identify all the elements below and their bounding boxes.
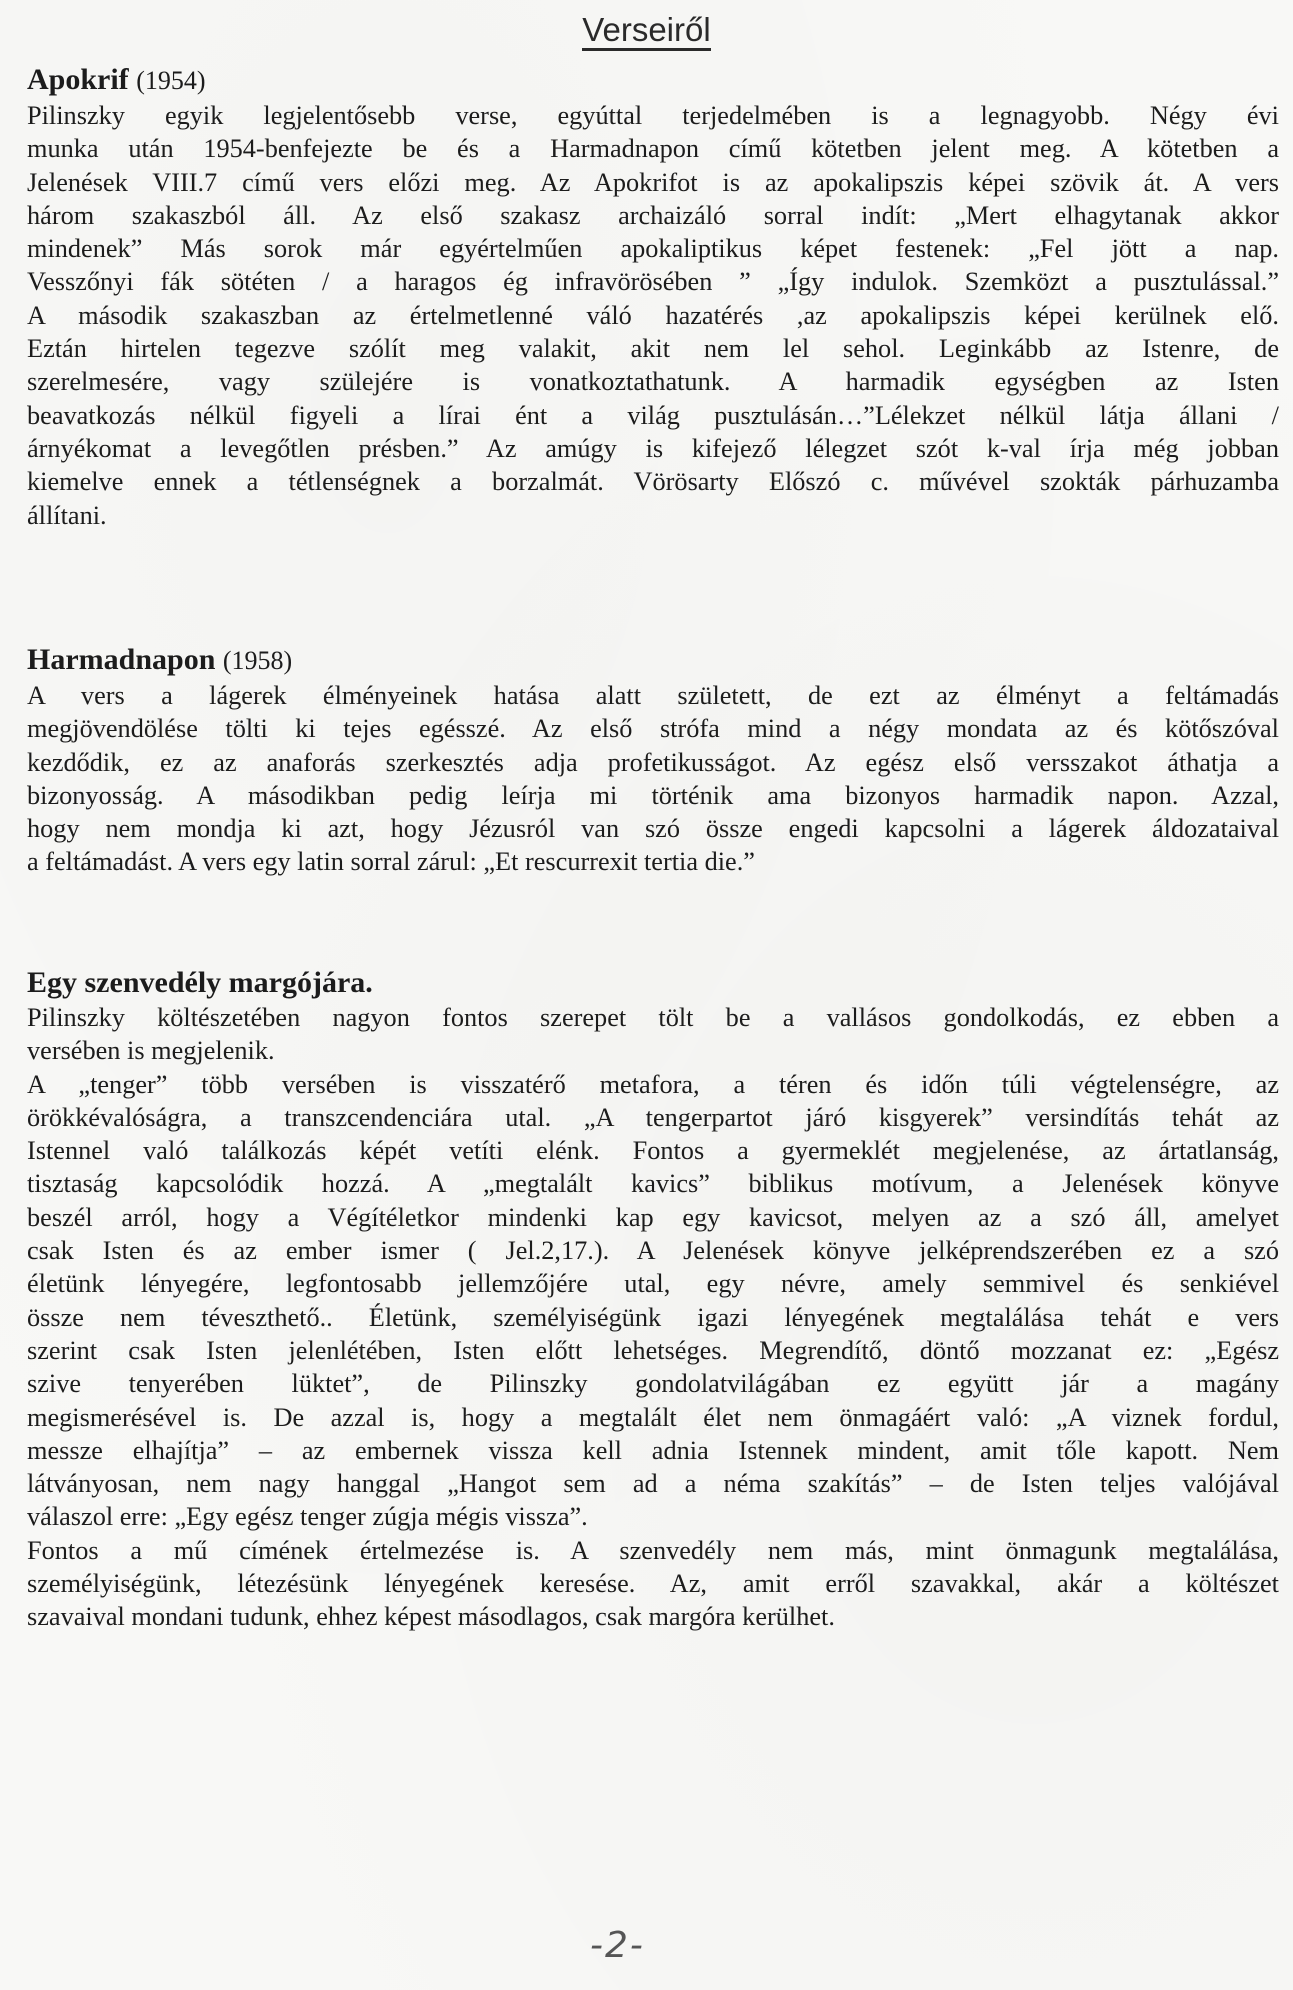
text-line: szavaival mondani tudunk, ehhez képest másodlagos, csak margóra kerülhet. xyxy=(27,1602,835,1632)
text-line: személyiségünk, létezésünk lényegének keresése. Az, amit erről szavakkal, akár a költészet xyxy=(27,1569,1279,1599)
text-line: szerint csak Isten jelenlétében, Isten előtt lehetséges. Megrendítő, döntő mozzanat ez: „Egész xyxy=(27,1335,1279,1365)
text-line: szerelmesére, vagy szülejére is vonatkoztathatunk. A harmadik egységben az Isten xyxy=(27,367,1279,397)
text-line: megismerésével is. De azzal is, hogy a megtalált élet nem önmagáért való: „A viznek fordul, xyxy=(27,1402,1279,1432)
text-line: a feltámadást. A vers egy latin sorral zárul: „Et rescurrexit tertia die.” xyxy=(27,847,755,877)
text-line: A „tenger” több versében is visszatérő metafora, a téren és időn túli végtelenségre, az xyxy=(27,1069,1279,1099)
text-line: tisztaság kapcsolódik hozzá. A „megtalált kavics” biblikus motívum, a Jelenések könyve xyxy=(27,1169,1279,1199)
text-line: árnyékomat a levegőtlen présben.” Az amúgy is kifejező lélegzet szót k-val írja még jobban xyxy=(27,433,1279,463)
section-body xyxy=(27,99,1279,532)
text-line: A vers a lágerek élményeinek hatása alatt született, de ezt az élményt a feltámadás xyxy=(27,681,1279,710)
text-line: életünk lényegére, legfontosabb jellemzőjére utal, egy névre, amely semmivel és senkiével xyxy=(27,1269,1279,1299)
text-line: kiemelve ennek a tétlenségnek a borzalmát. Vörösarty Előszó c. művével szokták párhuzamba xyxy=(27,467,1279,497)
section-harmadnapon xyxy=(27,642,1279,879)
text-line: hogy nem mondja ki azt, hogy Jézusról van szó össze engedi kapcsolni a lágerek áldozataival xyxy=(27,814,1279,844)
text-line: össze nem téveszthető.. Életünk, személyiségünk igazi lényegének megtalálása tehát e vers xyxy=(27,1302,1279,1332)
text-line: Jelenések VIII.7 című vers előzi meg. Az Apokrifot is az apokalipszis képei szövik át. A vers xyxy=(27,167,1279,197)
text-line: Vesszőnyi fák sötéten / a haragos ég infravörösében ” „Így indulok. Szemközt a pusztulással.” xyxy=(27,267,1279,297)
section-body xyxy=(27,679,1279,879)
section-heading xyxy=(27,965,1279,1001)
section-egy-szenvedely-margojara xyxy=(27,965,1279,1634)
text-line: válaszol erre: „Egy egész tenger zúgja mégis vissza”. xyxy=(27,1502,588,1532)
section-body xyxy=(27,1001,1279,1634)
section-title: Harmadnapon xyxy=(27,643,216,676)
text-line: örökkévalóságra, a transzcendenciára utal. „A tengerpartot járó kisgyerek” versindítás tehát az xyxy=(27,1102,1279,1132)
section-apokrif xyxy=(27,62,1279,532)
section-title: Egy szenvedély margójára. xyxy=(27,966,373,999)
text-line: csak Isten és az ember ismer ( Jel.2,17.). A Jelenések könyve jelképrendszerében ez a szó xyxy=(27,1236,1279,1266)
document-title-text: Verseiről xyxy=(582,11,710,51)
text-line: szive tenyerében lüktet”, de Pilinszky gondolatvilágában ez együtt jár a magány xyxy=(27,1369,1279,1399)
text-line: A második szakaszban az értelmetlenné váló hazatérés ,az apokalipszis képei kerülnek elő. xyxy=(27,300,1279,330)
text-line: három szakaszból áll. Az első szakasz archaizáló sorral indít: „Mert elhagytanak akkor xyxy=(27,200,1279,230)
handwritten-page-number: -2- xyxy=(590,1925,645,1966)
text-line: Eztán hirtelen tegezve szólít meg valakit, akit nem lel sehol. Leginkább az Istenre, de xyxy=(27,334,1279,364)
text-line: beavatkozás nélkül figyeli a lírai ént a világ pusztulásán…”Lélekzet nélkül látja állani / xyxy=(27,400,1279,430)
section-year: (1954) xyxy=(136,66,206,95)
text-line: megjövendölése tölti ki tejes egésszé. Az első strófa mind a négy mondata az és kötőszóval xyxy=(27,714,1279,744)
text-line: Pilinszky költészetében nagyon fontos szerepet tölt be a vallásos gondolkodás, ez ebben a xyxy=(27,1003,1279,1032)
section-title: Apokrif xyxy=(27,63,129,96)
text-line: kezdődik, ez az anaforás szerkesztés adja profetikusságot. Az egész első versszakot áthatja a xyxy=(27,747,1279,777)
text-line: Pilinszky egyik legjelentősebb verse, egyúttal terjedelmében is a legnagyobb. Négy évi xyxy=(27,101,1279,130)
text-line: munka után 1954-benfejezte be és a Harmadnapon című kötetben jelent meg. A kötetben a xyxy=(27,134,1279,164)
text-line: Fontos a mű címének értelmezése is. A szenvedély nem más, mint önmagunk megtalálása, xyxy=(27,1535,1279,1565)
text-line: beszél arról, hogy a Végítéletkor mindenki kap egy kavicsot, melyen az a szó áll, amelyet xyxy=(27,1202,1279,1232)
document-title xyxy=(0,10,1293,50)
text-line: állítani. xyxy=(27,500,107,530)
text-line: látványosan, nem nagy hanggal „Hangot sem ad a néma szakítás” – de Isten teljes valójával xyxy=(27,1469,1279,1499)
text-line: mindenek” Más sorok már egyértelműen apokaliptikus képet festenek: „Fel jött a nap. xyxy=(27,234,1279,264)
section-heading xyxy=(27,62,1279,99)
section-heading xyxy=(27,642,1279,679)
text-line: versében is megjelenik. xyxy=(27,1036,275,1066)
text-line: messze elhajítja” – az embernek vissza kell adnia Istennek mindent, amit tőle kapott. Nem xyxy=(27,1435,1279,1465)
text-line: Istennel való találkozás képét vetíti elénk. Fontos a gyermeklét megjelenése, az ártatlanság, xyxy=(27,1136,1279,1166)
text-line: bizonyosság. A másodikban pedig leírja mi történik ama bizonyos harmadik napon. Azzal, xyxy=(27,780,1279,810)
section-year: (1958) xyxy=(222,646,293,675)
